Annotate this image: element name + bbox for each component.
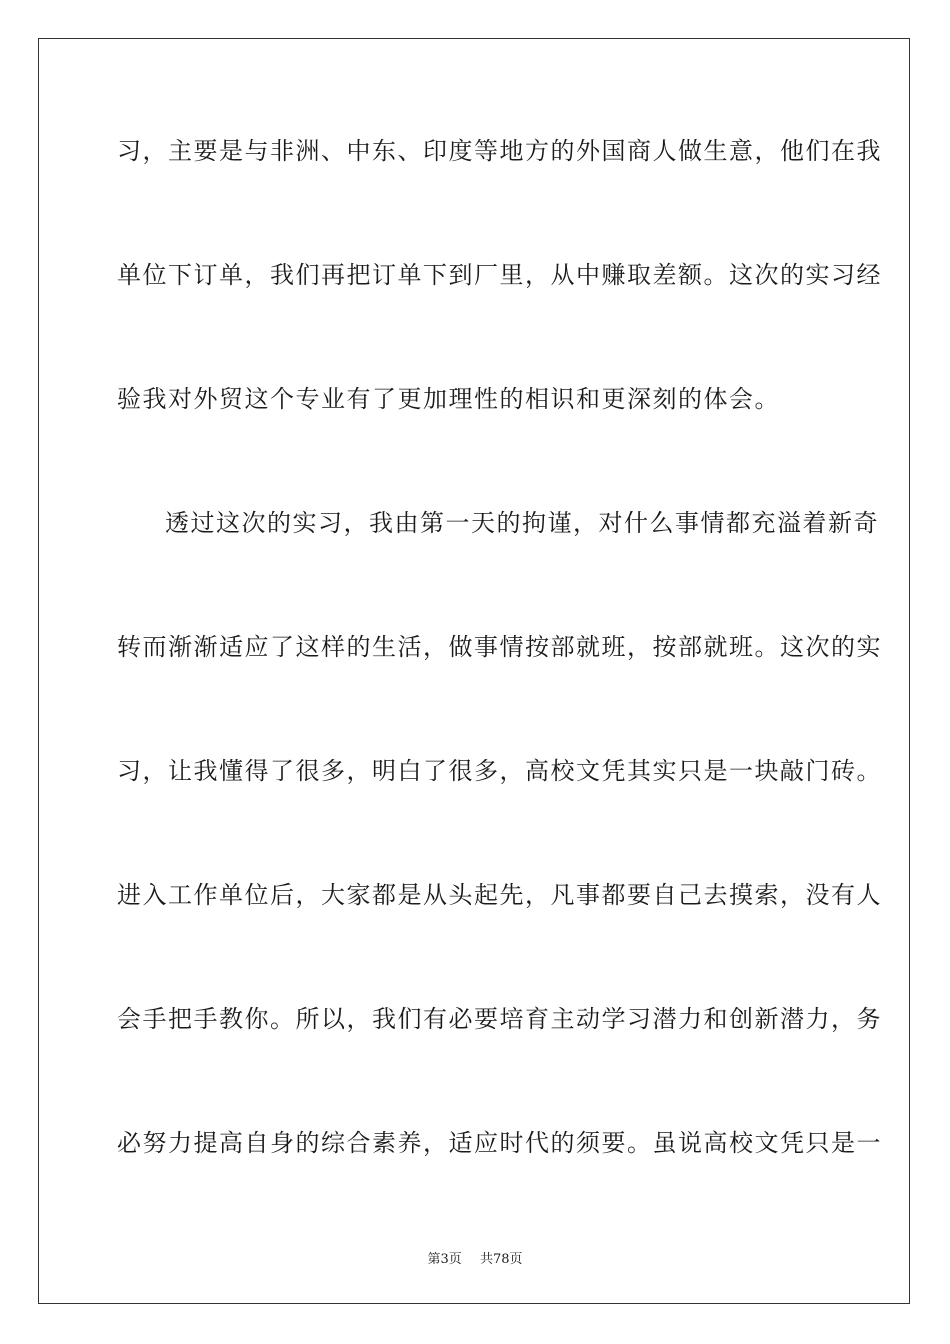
body-line-9: 必努力提高自身的综合素养，适应时代的须要。虽说高校文凭只是一 bbox=[117, 1129, 882, 1157]
body-line-2: 单位下订单，我们再把订单下到厂里，从中赚取差额。这次的实习经 bbox=[117, 261, 882, 289]
page-number: 第3页 bbox=[427, 1252, 462, 1267]
body-line-7: 进入工作单位后，大家都是从头起先，凡事都要自己去摸索，没有人 bbox=[117, 881, 882, 909]
body-line-4: 透过这次的实习，我由第一天的拘谨，对什么事情都充溢着新奇 bbox=[165, 509, 879, 537]
body-line-6: 习，让我懂得了很多，明白了很多，高校文凭其实只是一块敲门砖。 bbox=[117, 757, 882, 785]
body-line-1: 习，主要是与非洲、中东、印度等地方的外国商人做生意，他们在我 bbox=[117, 137, 882, 165]
page-total: 共78页 bbox=[479, 1252, 523, 1267]
page-footer bbox=[0, 1248, 950, 1267]
body-line-3: 验我对外贸这个专业有了更加理性的相识和更深刻的体会。 bbox=[117, 385, 780, 413]
body-line-8: 会手把手教你。所以，我们有必要培育主动学习潜力和创新潜力，务 bbox=[117, 1005, 882, 1033]
body-line-5: 转而渐渐适应了这样的生活，做事情按部就班，按部就班。这次的实 bbox=[117, 633, 882, 661]
page-border bbox=[38, 38, 910, 1304]
